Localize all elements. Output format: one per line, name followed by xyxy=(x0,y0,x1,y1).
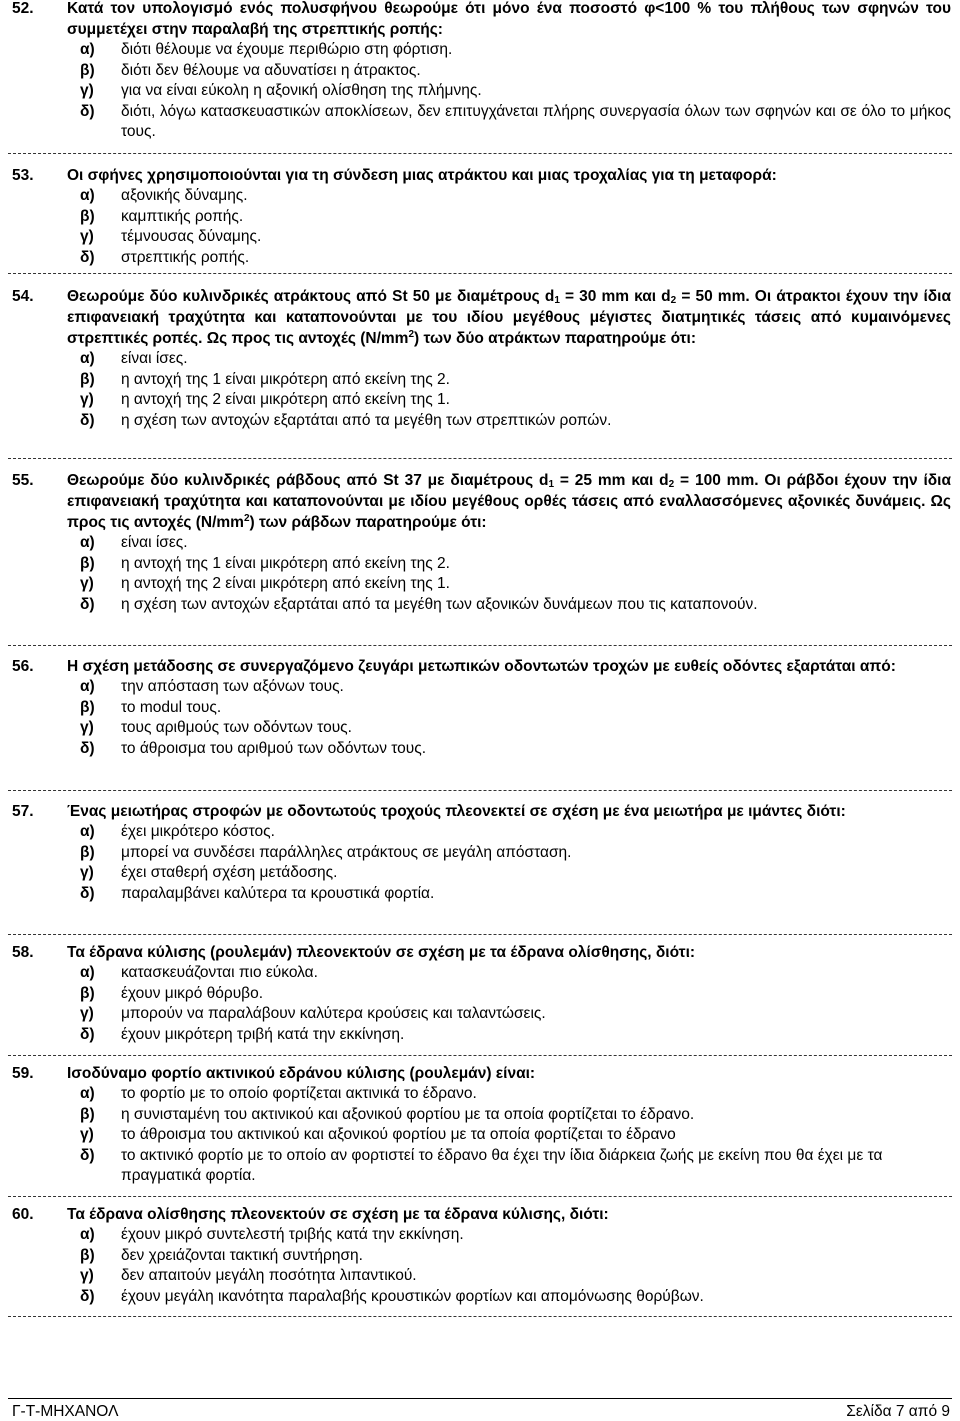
option-text: διότι, λόγω κατασκευαστικών αποκλίσεων, δεν επιτυγχάνεται πλήρης συνεργασία όλων των σφηνών και σε όλο το μήκος τους. xyxy=(121,102,951,141)
option-text: το άθροισμα του ακτινικού και αξονικού φορτίου με τα οποία φορτίζεται το έδρανο xyxy=(121,1126,676,1144)
option-letter: γ) xyxy=(80,864,94,882)
question-text-part: ) των ράβδων παρατηρούμε ότι: xyxy=(249,514,487,531)
option-letter: δ) xyxy=(80,884,95,902)
question-text-part: = 30 mm και d xyxy=(559,288,671,305)
option-letter: δ) xyxy=(80,1025,95,1043)
option-letter: γ) xyxy=(80,82,94,100)
option-text: παραλαμβάνει καλύτερα τα κρουστικά φορτία. xyxy=(121,884,435,902)
option-d xyxy=(67,595,951,616)
option-c xyxy=(67,390,951,411)
question-58 xyxy=(0,942,960,1045)
question-separator xyxy=(8,273,952,274)
question-59 xyxy=(0,1063,960,1187)
option-text: στρεπτικής ροπής. xyxy=(121,248,250,266)
option-c xyxy=(67,574,951,595)
subscript: 2 xyxy=(670,295,677,306)
question-text-part: ) των δύο ατράκτων παρατηρούμε ότι: xyxy=(414,330,697,347)
option-b xyxy=(67,370,951,391)
option-letter: β) xyxy=(80,370,95,388)
subscript: 1 xyxy=(554,295,560,306)
option-a xyxy=(67,349,951,370)
option-text: αξονικής δύναμης. xyxy=(121,187,248,204)
question-54 xyxy=(0,286,960,431)
option-text: για να είναι εύκολη η αξονική ολίσθηση της πλήμνης. xyxy=(121,82,482,100)
question-text: Ένας μειωτήρας στροφών με οδοντωτούς τροχούς πλεονεκτεί σε σχέση με ένα μειωτήρα με ιμάντες διότι: xyxy=(67,803,846,820)
option-c xyxy=(67,1125,951,1146)
option-d xyxy=(67,1025,951,1046)
question-56 xyxy=(0,656,960,759)
superscript: 2 xyxy=(408,329,415,340)
question-number: 57. xyxy=(12,803,34,820)
option-text: την απόσταση των αξόνων τους. xyxy=(121,678,344,695)
option-text: είναι ίσες. xyxy=(121,534,188,551)
option-a xyxy=(67,40,951,61)
question-number: 55. xyxy=(12,472,34,489)
option-b xyxy=(67,207,951,228)
option-letter: γ) xyxy=(80,391,94,409)
option-text: η αντοχή της 1 είναι μικρότερη από εκείνη της 2. xyxy=(121,370,450,388)
option-letter: β) xyxy=(80,698,95,716)
question-text: Οι σφήνες χρησιμοποιούνται για τη σύνδεση μιας ατράκτου και μιας τροχαλίας για τη μεταφορά: xyxy=(67,167,777,184)
option-b xyxy=(67,1105,951,1126)
option-text: μπορούν να παραλάβουν καλύτερα κρούσεις και ταλαντώσεις. xyxy=(121,1005,546,1023)
option-d xyxy=(67,1146,951,1187)
option-text: το modul τους. xyxy=(121,698,222,716)
option-b xyxy=(67,698,951,719)
question-text: Τα έδρανα κύλισης (ρουλεμάν) πλεονεκτούν σε σχέση με τα έδρανα ολίσθησης, διότι: xyxy=(67,944,696,961)
option-letter: α) xyxy=(80,534,95,551)
option-letter: α) xyxy=(80,41,95,58)
question-text: Η σχέση μετάδοσης σε συνεργαζόμενο ζευγάρι μετωπικών οδοντωτών τροχών με ευθείς οδόντες εξαρτάται από: xyxy=(67,658,896,675)
option-text: δεν χρειάζονται τακτική συντήρηση. xyxy=(121,1246,363,1264)
option-b xyxy=(67,843,951,864)
option-b xyxy=(67,61,951,82)
question-text-part: Θεωρούμε δύο κυλινδρικές ράβδους από St 37 με διαμέτρους d xyxy=(67,472,549,489)
option-text: το άθροισμα του αριθμού των οδόντων τους. xyxy=(121,739,427,757)
option-letter: γ) xyxy=(80,1267,94,1285)
option-c xyxy=(67,227,951,248)
question-separator xyxy=(8,1196,952,1197)
option-letter: β) xyxy=(80,984,95,1002)
question-text: Τα έδρανα ολίσθησης πλεονεκτούν σε σχέση με τα έδρανα κύλισης, διότι: xyxy=(67,1206,609,1223)
option-text: έχουν μικρό θόρυβο. xyxy=(121,984,264,1002)
option-letter: δ) xyxy=(80,248,95,266)
question-number: 58. xyxy=(12,944,34,961)
option-text: έχουν μικρότερη τριβή κατά την εκκίνηση. xyxy=(121,1025,405,1043)
question-number: 53. xyxy=(12,167,34,184)
option-c xyxy=(67,718,951,739)
option-letter: γ) xyxy=(80,228,94,246)
footer-divider xyxy=(8,1398,952,1399)
option-letter: γ) xyxy=(80,1005,94,1023)
option-letter: α) xyxy=(80,350,95,367)
option-b xyxy=(67,984,951,1005)
option-letter: β) xyxy=(80,207,95,225)
option-letter: α) xyxy=(80,1085,95,1102)
question-separator xyxy=(8,934,952,935)
option-d xyxy=(67,739,951,760)
option-text: κατασκευάζονται πιο εύκολα. xyxy=(121,964,318,981)
option-letter: α) xyxy=(80,187,95,204)
option-letter: α) xyxy=(80,823,95,840)
question-number: 56. xyxy=(12,658,34,675)
option-a xyxy=(67,533,951,554)
option-letter: δ) xyxy=(80,1146,95,1164)
option-text: το φορτίο με το οποίο φορτίζεται ακτινικά το έδρανο. xyxy=(121,1085,477,1102)
option-text: είναι ίσες. xyxy=(121,350,188,367)
option-b xyxy=(67,554,951,575)
option-text: δεν απαιτούν μεγάλη ποσότητα λιπαντικού. xyxy=(121,1267,417,1285)
option-letter: α) xyxy=(80,964,95,981)
subscript: 1 xyxy=(548,479,555,490)
option-text: η αντοχή της 2 είναι μικρότερη από εκείνη της 1. xyxy=(121,575,450,593)
option-letter: δ) xyxy=(80,1287,95,1305)
option-text: τους αριθμούς των οδόντων τους. xyxy=(121,719,352,737)
option-text: έχει μικρότερο κόστος. xyxy=(121,823,275,840)
option-text: καμπτικής ροπής. xyxy=(121,207,244,225)
question-number: 60. xyxy=(12,1206,34,1223)
question-text-part: = 50 mm. Οι άτρακτοι έχουν την ίδια επιφανειακή τραχύτητα και καταπονούνται με του ιδίου μεγέθους μέγιστες διατμητικές τάσεις από κυμαινόμενες στρεπτικές ροπές. Ως προς τις αντοχές (N/mm xyxy=(67,288,951,347)
option-letter: γ) xyxy=(80,575,94,593)
option-a xyxy=(67,677,951,698)
option-text: έχουν μεγάλη ικανότητα παραλαβής κρουστικών φορτίων και απομόνωσης θορύβων. xyxy=(121,1287,704,1305)
question-text: Κατά τον υπολογισμό ενός πολυσφήνου θεωρούμε ότι μόνο ένα ποσοστό φ<100 % του πλήθους των σφηνών του συμμετέχει στην παραλαβή της στρεπτικής ροπής: xyxy=(67,0,951,38)
option-letter: δ) xyxy=(80,102,95,120)
subscript: 2 xyxy=(668,479,675,490)
question-separator xyxy=(8,1316,952,1317)
option-d xyxy=(67,884,951,905)
option-text: η σχέση των αντοχών εξαρτάται από τα μεγέθη των στρεπτικών ροπών. xyxy=(121,411,612,429)
option-text: η αντοχή της 1 είναι μικρότερη από εκείνη της 2. xyxy=(121,554,450,572)
option-letter: β) xyxy=(80,61,95,79)
option-c xyxy=(67,81,951,102)
question-55 xyxy=(0,470,960,615)
option-d xyxy=(67,102,951,143)
option-c xyxy=(67,1266,951,1287)
question-separator xyxy=(8,645,952,646)
option-d xyxy=(67,1287,951,1308)
option-a xyxy=(67,1225,951,1246)
option-letter: γ) xyxy=(80,719,94,737)
question-53 xyxy=(0,165,960,268)
question-number: 59. xyxy=(12,1065,34,1082)
option-a xyxy=(67,963,951,984)
option-d xyxy=(67,248,951,269)
option-text: διότι θέλουμε να έχουμε περιθώριο στη φόρτιση. xyxy=(121,41,453,58)
question-number: 52. xyxy=(12,0,34,17)
question-separator xyxy=(8,458,952,459)
option-c xyxy=(67,1004,951,1025)
option-text: τέμνουσας δύναμης. xyxy=(121,228,262,246)
option-text: η συνισταμένη του ακτινικού και αξονικού φορτίου με τα οποία φορτίζεται το έδρανο. xyxy=(121,1105,695,1123)
question-separator xyxy=(8,1055,952,1056)
option-text: μπορεί να συνδέσει παράλληλες ατράκτους σε μεγάλη απόσταση. xyxy=(121,843,572,861)
footer-page-number: Σελίδα 7 από 9 xyxy=(846,1403,950,1420)
option-letter: γ) xyxy=(80,1126,94,1144)
option-a xyxy=(67,1084,951,1105)
option-a xyxy=(67,186,951,207)
question-60 xyxy=(0,1204,960,1307)
question-52 xyxy=(0,0,960,143)
question-text xyxy=(67,470,951,533)
question-text-part: Θεωρούμε δύο κυλινδρικές ατράκτους από St 50 με διαμέτρους d xyxy=(67,288,555,305)
option-letter: δ) xyxy=(80,739,95,757)
superscript: 2 xyxy=(243,513,250,524)
question-separator xyxy=(8,153,952,154)
option-letter: β) xyxy=(80,843,95,861)
question-text xyxy=(67,286,951,349)
question-text-part: = 25 mm και d xyxy=(554,472,669,489)
option-text: διότι δεν θέλουμε να αδυνατίσει η άτρακτος. xyxy=(121,61,421,79)
option-a xyxy=(67,822,951,843)
option-text: έχουν μικρό συντελεστή τριβής κατά την εκκίνηση. xyxy=(121,1226,464,1243)
option-text: έχει σταθερή σχέση μετάδοσης. xyxy=(121,864,338,882)
option-d xyxy=(67,411,951,432)
option-letter: δ) xyxy=(80,411,95,429)
question-text: Ισοδύναμο φορτίο ακτινικού εδράνου κύλισης (ρουλεμάν) είναι: xyxy=(67,1065,536,1082)
question-separator xyxy=(8,790,952,791)
option-text: η αντοχή της 2 είναι μικρότερη από εκείνη της 1. xyxy=(121,391,450,409)
option-letter: α) xyxy=(80,1226,95,1243)
question-57 xyxy=(0,801,960,904)
option-letter: β) xyxy=(80,1246,95,1264)
option-letter: α) xyxy=(80,678,95,695)
question-text-part: = 100 mm. Οι ράβδοι έχουν την ίδια επιφανειακή τραχύτητα και καταπονούνται με ιδίου μεγέθους ορθές τάσεις από εναλλασσόμενες αξονικές δυνάμεις. Ως προς τις αντοχές (N/mm xyxy=(67,472,951,531)
option-text: το ακτινικό φορτίο με το οποίο αν φορτιστεί το έδρανο θα έχει την ίδια διάρκεια ζωής με εκείνη που θα έχει με τα πραγματικά φορτία. xyxy=(121,1146,883,1185)
option-letter: β) xyxy=(80,554,95,572)
option-c xyxy=(67,863,951,884)
option-letter: δ) xyxy=(80,595,95,613)
footer-course-code: Γ-Τ-ΜΗΧΑΝΟΛ xyxy=(12,1403,119,1420)
question-number: 54. xyxy=(12,288,34,305)
option-letter: β) xyxy=(80,1105,95,1123)
option-b xyxy=(67,1246,951,1267)
option-text: η σχέση των αντοχών εξαρτάται από τα μεγέθη των αξονικών δυνάμεων που τις καταπονούν. xyxy=(121,595,758,613)
